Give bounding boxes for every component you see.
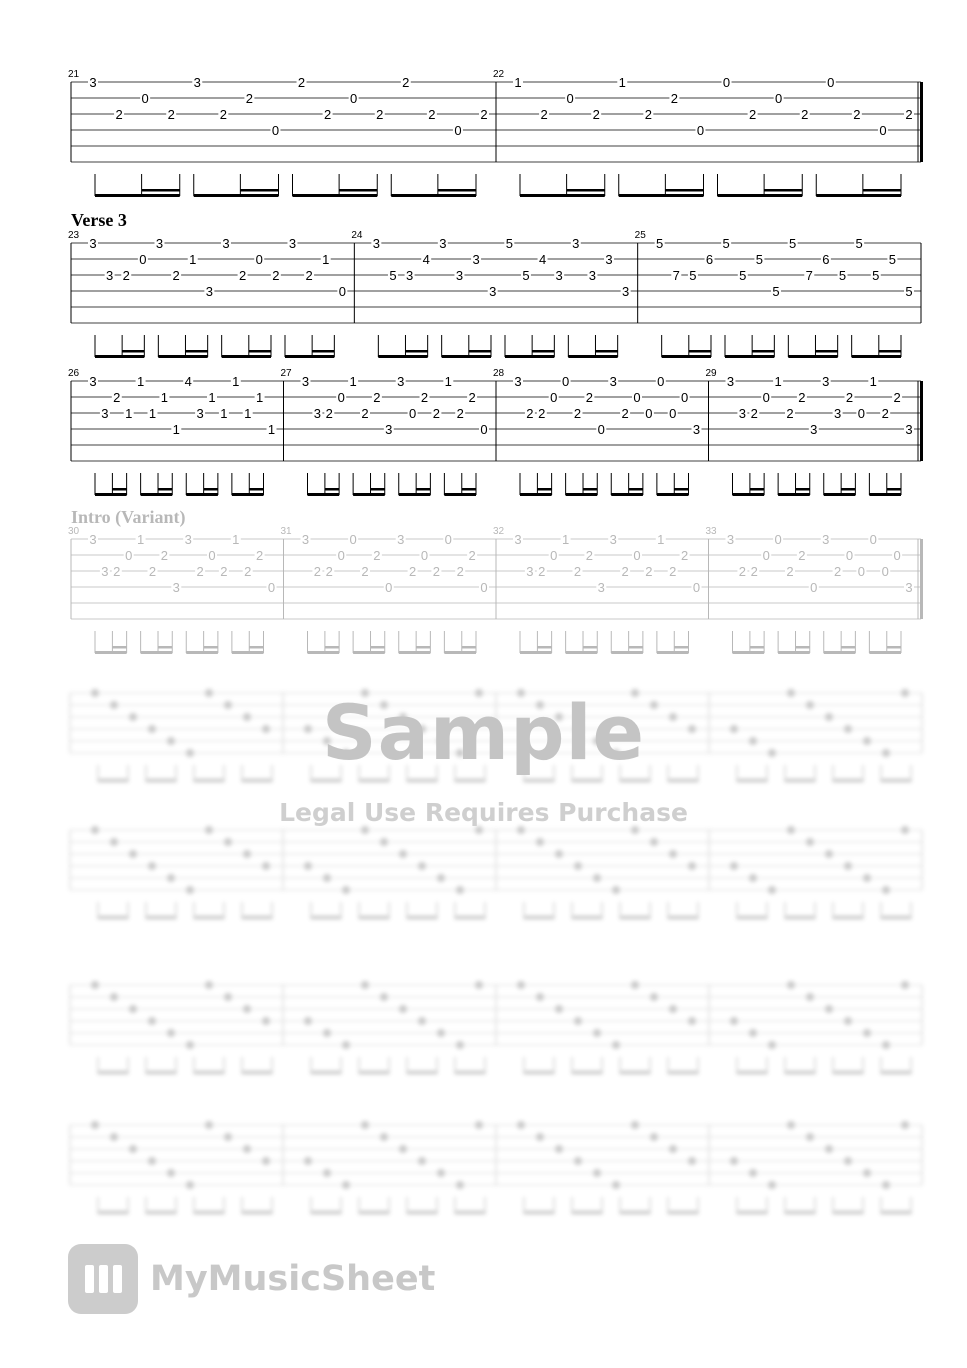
- rhythm-beam-group: [725, 335, 774, 358]
- fret-number: 2: [526, 406, 534, 421]
- fret-number: 5: [855, 236, 863, 251]
- rhythm-beam-group: [568, 335, 617, 358]
- measure-number: 31: [280, 526, 292, 537]
- measure-number: 21: [68, 69, 80, 80]
- rhythm-beam-group: [95, 174, 180, 197]
- rhythm-beam-group: [824, 473, 856, 496]
- fret-number: 2: [167, 107, 175, 122]
- fret-number: 1: [208, 390, 216, 405]
- fret-number: 3: [622, 284, 630, 299]
- rhythm-beam-group: [444, 473, 476, 496]
- fret-number: 2: [670, 91, 679, 106]
- fret-number: 1: [125, 406, 133, 421]
- measure-number: 33: [705, 526, 717, 537]
- fret-number: 2: [376, 107, 384, 122]
- fret-number: 5: [905, 284, 913, 299]
- fret-number: 3: [301, 532, 310, 547]
- fret-number: 2: [373, 548, 381, 563]
- fret-number: 0: [810, 580, 818, 595]
- fret-number: 1: [160, 390, 169, 405]
- fret-number: 0: [480, 422, 488, 437]
- fret-number: 0: [845, 548, 854, 563]
- fret-number: 2: [313, 564, 322, 579]
- fret-number: 1: [189, 252, 197, 267]
- rhythm-beam-group: [520, 174, 605, 197]
- measure-number: 23: [68, 230, 80, 241]
- rhythm-beam-group: [566, 473, 598, 496]
- fret-number: 3: [101, 564, 109, 579]
- fret-number: 2: [748, 107, 757, 122]
- fret-number: 2: [893, 390, 901, 405]
- fret-number: 0: [881, 564, 889, 579]
- fret-number: 2: [244, 564, 252, 579]
- fret-number: 2: [881, 406, 889, 421]
- fret-number: 0: [550, 390, 558, 405]
- rhythm-beam-group: [520, 631, 552, 654]
- fret-number: 3: [313, 406, 322, 421]
- rhythm-beam-group: [733, 473, 765, 496]
- fret-number: 0: [454, 123, 462, 138]
- fret-number: 2: [325, 564, 333, 579]
- fret-number: 6: [822, 252, 830, 267]
- rhythm-beam-group: [293, 174, 378, 197]
- rhythm-beam-group: [733, 631, 765, 654]
- rhythm-beam-group: [285, 335, 334, 358]
- fret-number: 2: [853, 107, 861, 122]
- fret-number: 3: [609, 374, 617, 389]
- fret-number: 5: [522, 268, 530, 283]
- fret-number: 2: [456, 564, 464, 579]
- fret-number: 3: [738, 406, 747, 421]
- fret-number: 3: [193, 75, 201, 90]
- rhythm-beam-group: [186, 473, 218, 496]
- fret-number: 3: [514, 532, 522, 547]
- fret-number: 3: [106, 268, 114, 283]
- measure-number: 32: [493, 526, 505, 537]
- fret-number: 0: [775, 91, 783, 106]
- rhythm-beam-group: [662, 335, 711, 358]
- fret-number: 2: [219, 107, 227, 122]
- rhythm-beam-group: [869, 631, 901, 654]
- tablature-score: [0, 0, 967, 660]
- fret-number: 0: [385, 580, 393, 595]
- rhythm-beam-group: [718, 174, 803, 197]
- fret-number: 2: [798, 390, 806, 405]
- fret-number: 2: [786, 564, 794, 579]
- fret-number: 2: [798, 548, 806, 563]
- fret-number: 2: [786, 406, 794, 421]
- fret-number: 7: [805, 268, 813, 283]
- fret-number: 0: [480, 580, 488, 595]
- fret-number: 1: [349, 374, 357, 389]
- fret-number: 3: [397, 374, 405, 389]
- measure-number: 28: [493, 368, 505, 379]
- fret-number: 3: [101, 406, 109, 421]
- fret-number: 3: [196, 406, 204, 421]
- fret-number: 2: [645, 564, 653, 579]
- fret-number: 2: [644, 107, 652, 122]
- fret-number: 3: [385, 422, 393, 437]
- rhythm-beam-group: [399, 631, 431, 654]
- fret-number: 3: [588, 268, 597, 283]
- rhythm-beam-group: [391, 174, 476, 197]
- fret-number: 0: [696, 123, 705, 138]
- fret-number: 3: [439, 236, 447, 251]
- fret-number: 0: [337, 390, 345, 405]
- fret-number: 3: [726, 532, 735, 547]
- fret-number: 2: [196, 564, 204, 579]
- rhythm-beam-group: [442, 335, 491, 358]
- fret-number: 2: [115, 107, 123, 122]
- fret-number: 2: [468, 390, 476, 405]
- mymusicsheet-logo-icon: [68, 1244, 138, 1314]
- fret-number: 1: [172, 422, 180, 437]
- fret-number: 0: [774, 532, 782, 547]
- fret-number: 3: [172, 580, 180, 595]
- fret-number: 5: [888, 252, 896, 267]
- tab-system: [68, 210, 921, 358]
- fret-number: 3: [184, 532, 192, 547]
- fret-number: 2: [592, 107, 600, 122]
- fret-number: 2: [468, 548, 476, 563]
- rhythm-beam-group: [232, 473, 264, 496]
- fret-number: 0: [762, 548, 770, 563]
- rhythm-beam-group: [869, 473, 901, 496]
- fret-number: 2: [373, 390, 381, 405]
- tab-system: [68, 507, 923, 654]
- fret-number: 5: [722, 236, 730, 251]
- rhythm-beam-group: [222, 335, 271, 358]
- fret-number: 2: [801, 107, 809, 122]
- fret-number: 1: [869, 374, 877, 389]
- fret-number: 2: [113, 390, 121, 405]
- fret-number: 0: [255, 252, 263, 267]
- fret-number: 0: [827, 75, 835, 90]
- fret-number: 0: [869, 532, 877, 547]
- rhythm-beam-group: [611, 473, 643, 496]
- fret-number: 1: [232, 374, 240, 389]
- fret-number: 1: [267, 422, 276, 437]
- fret-number: 0: [692, 580, 701, 595]
- fret-number: 0: [271, 123, 280, 138]
- rhythm-beam-group: [232, 631, 264, 654]
- measure-number: 26: [68, 368, 80, 379]
- rhythm-beam-group: [816, 174, 901, 197]
- fret-number: 2: [573, 406, 582, 421]
- fret-number: 5: [505, 236, 513, 251]
- fret-number: 2: [621, 564, 629, 579]
- fret-number: 2: [540, 107, 548, 122]
- rhythm-beam-group: [194, 174, 279, 197]
- rhythm-beam-group: [824, 631, 856, 654]
- rhythm-beam-group: [444, 631, 476, 654]
- fret-number: 2: [361, 406, 369, 421]
- fret-number: 3: [810, 422, 818, 437]
- fret-number: 3: [89, 236, 97, 251]
- fret-number: 0: [550, 548, 558, 563]
- fret-number: 2: [323, 107, 332, 122]
- fret-number: 0: [350, 91, 358, 106]
- fret-number: 0: [208, 548, 216, 563]
- fret-number: 1: [444, 374, 452, 389]
- fret-number: 5: [389, 268, 397, 283]
- fret-number: 2: [432, 406, 441, 421]
- fret-number: 3: [822, 374, 830, 389]
- rhythm-beam-group: [520, 473, 552, 496]
- rhythm-beam-group: [353, 473, 385, 496]
- fret-number: 3: [822, 532, 830, 547]
- fret-number: 2: [680, 548, 689, 563]
- fret-number: 4: [184, 374, 192, 389]
- fret-number: 1: [514, 75, 522, 90]
- fret-number: 0: [722, 75, 731, 90]
- rhythm-beam-group: [158, 335, 207, 358]
- fret-number: 2: [905, 107, 913, 122]
- fret-number: 2: [845, 390, 854, 405]
- measure-number: 24: [351, 230, 363, 241]
- fret-number: 3: [405, 268, 414, 283]
- end-barline-thick: [920, 82, 923, 162]
- fret-number: 3: [89, 374, 97, 389]
- rhythm-beam-group: [353, 631, 385, 654]
- fret-number: 3: [514, 374, 522, 389]
- fret-number: 3: [89, 532, 97, 547]
- fret-number: 2: [573, 564, 582, 579]
- fret-number: 1: [136, 374, 145, 389]
- fret-number: 0: [762, 390, 770, 405]
- fret-number: 3: [89, 75, 97, 90]
- fret-number: 5: [838, 268, 847, 283]
- fret-number: 0: [857, 406, 866, 421]
- fret-number: 0: [561, 374, 570, 389]
- section-title: Intro (Variant): [71, 507, 186, 527]
- tab-system: [68, 69, 923, 197]
- fret-number: 3: [205, 284, 213, 299]
- rhythm-beam-group: [566, 631, 598, 654]
- fret-number: 3: [572, 236, 580, 251]
- fret-number: 5: [739, 268, 747, 283]
- fret-number: 5: [689, 268, 697, 283]
- fret-number: 3: [905, 422, 913, 437]
- brand-name: MyMusicSheet: [150, 1259, 436, 1299]
- rhythm-beam-group: [141, 631, 173, 654]
- fret-number: 2: [160, 548, 169, 563]
- rhythm-beam-group: [378, 335, 427, 358]
- fret-number: 1: [136, 532, 145, 547]
- fret-number: 7: [672, 268, 680, 283]
- fret-number: 2: [669, 564, 677, 579]
- fret-number: 2: [420, 390, 429, 405]
- fret-number: 5: [772, 284, 780, 299]
- fret-number: 3: [455, 268, 464, 283]
- rhythm-beam-group: [399, 473, 431, 496]
- rhythm-beam-group: [95, 335, 144, 358]
- section-title: Verse 3: [71, 210, 127, 230]
- fret-number: 0: [645, 406, 653, 421]
- rhythm-beam-group: [95, 473, 127, 496]
- end-barline-thick: [920, 381, 923, 461]
- fret-number: 0: [680, 390, 689, 405]
- fret-number: 1: [244, 406, 252, 421]
- fret-number: 0: [139, 252, 147, 267]
- fret-number: 3: [526, 564, 534, 579]
- fret-number: 1: [774, 374, 782, 389]
- fret-number: 0: [857, 564, 866, 579]
- fret-number: 2: [750, 406, 758, 421]
- blurred-system: [70, 826, 922, 919]
- rhythm-beam-group: [657, 631, 689, 654]
- rhythm-beam-group: [657, 473, 689, 496]
- fret-number: 3: [833, 406, 842, 421]
- fret-number: 0: [566, 91, 574, 106]
- measure-number: 29: [705, 368, 717, 379]
- rhythm-beam-group: [95, 631, 127, 654]
- fret-number: 6: [705, 252, 714, 267]
- rhythm-beam-group: [619, 174, 704, 197]
- fret-number: 2: [402, 75, 410, 90]
- fret-number: 0: [597, 422, 605, 437]
- fret-number: 0: [444, 532, 452, 547]
- fret-number: 2: [238, 268, 247, 283]
- rhythm-beam-group: [778, 473, 810, 496]
- fret-number: 2: [361, 564, 369, 579]
- fret-number: 3: [609, 532, 617, 547]
- rhythm-beam-group: [308, 473, 340, 496]
- rhythm-beam-group: [308, 631, 340, 654]
- fret-number: 3: [605, 252, 613, 267]
- fret-number: 1: [561, 532, 570, 547]
- fret-number: 2: [255, 548, 264, 563]
- fret-number: 3: [597, 580, 605, 595]
- rhythm-beam-group: [505, 335, 554, 358]
- measure-number: 30: [68, 526, 80, 537]
- tab-system: [68, 368, 923, 496]
- fret-number: 2: [172, 268, 180, 283]
- fret-number: 3: [397, 532, 405, 547]
- measure-number: 27: [280, 368, 292, 379]
- fret-number: 3: [692, 422, 701, 437]
- fret-number: 2: [325, 406, 333, 421]
- fret-number: 2: [113, 564, 121, 579]
- fret-number: 3: [905, 580, 913, 595]
- fret-number: 2: [297, 75, 306, 90]
- watermark-sample: Sample: [321, 688, 646, 777]
- fret-number: 3: [489, 284, 497, 299]
- rhythm-beam-group: [186, 631, 218, 654]
- rhythm-beam-group: [852, 335, 901, 358]
- fret-number: 1: [322, 252, 330, 267]
- fret-number: 0: [633, 548, 641, 563]
- rhythm-beam-group: [141, 473, 173, 496]
- fret-number: 3: [726, 374, 735, 389]
- fret-number: 2: [148, 564, 157, 579]
- fret-number: 1: [618, 75, 626, 90]
- blurred-system: [70, 1121, 922, 1214]
- fret-number: 2: [122, 268, 130, 283]
- fret-number: 1: [148, 406, 157, 421]
- fret-number: 2: [408, 564, 417, 579]
- brand-logo: [68, 1244, 435, 1314]
- fret-number: 4: [538, 252, 547, 267]
- fret-number: 2: [738, 564, 747, 579]
- fret-number: 2: [428, 107, 436, 122]
- fret-number: 2: [272, 268, 280, 283]
- fret-number: 5: [872, 268, 880, 283]
- fret-number: 1: [657, 532, 665, 547]
- fret-number: 2: [432, 564, 441, 579]
- fret-number: 2: [245, 91, 254, 106]
- end-barline-thick: [920, 539, 923, 619]
- fret-number: 0: [408, 406, 417, 421]
- rhythm-beam-group: [788, 335, 837, 358]
- measure-number: 25: [634, 230, 646, 241]
- fret-number: 1: [232, 532, 240, 547]
- fret-number: 0: [337, 548, 345, 563]
- fret-number: 2: [480, 107, 488, 122]
- fret-number: 0: [125, 548, 133, 563]
- fret-number: 3: [555, 268, 563, 283]
- fret-number: 3: [301, 374, 310, 389]
- fret-number: 5: [656, 236, 664, 251]
- rhythm-beam-group: [778, 631, 810, 654]
- fret-number: 5: [755, 252, 764, 267]
- fret-number: 3: [155, 236, 164, 251]
- fret-number: 0: [349, 532, 357, 547]
- fret-number: 2: [538, 564, 546, 579]
- rhythm-beam-group: [611, 631, 643, 654]
- fret-number: 2: [833, 564, 842, 579]
- fret-number: 2: [538, 406, 546, 421]
- fret-number: 2: [585, 390, 594, 405]
- fret-number: 2: [585, 548, 594, 563]
- fret-number: 2: [456, 406, 464, 421]
- fret-number: 4: [422, 252, 430, 267]
- fret-number: 1: [255, 390, 264, 405]
- fret-number: 2: [220, 564, 228, 579]
- fret-number: 1: [220, 406, 228, 421]
- fret-number: 5: [789, 236, 797, 251]
- fret-number: 2: [621, 406, 629, 421]
- fret-number: 0: [879, 123, 887, 138]
- fret-number: 2: [750, 564, 758, 579]
- fret-number: 0: [141, 91, 149, 106]
- fret-number: 2: [305, 268, 313, 283]
- fret-number: 0: [893, 548, 901, 563]
- measure-number: 22: [493, 69, 505, 80]
- fret-number: 3: [372, 236, 380, 251]
- fret-number: 0: [633, 390, 641, 405]
- fret-number: 0: [267, 580, 276, 595]
- fret-number: 0: [657, 374, 665, 389]
- blurred-system: [70, 981, 922, 1074]
- fret-number: 3: [472, 252, 480, 267]
- fret-number: 3: [222, 236, 230, 251]
- fret-number: 3: [288, 236, 297, 251]
- fret-number: 0: [669, 406, 677, 421]
- watermark-legal-notice: Legal Use Requires Purchase: [279, 798, 688, 827]
- fret-number: 0: [420, 548, 429, 563]
- fret-number: 0: [338, 284, 346, 299]
